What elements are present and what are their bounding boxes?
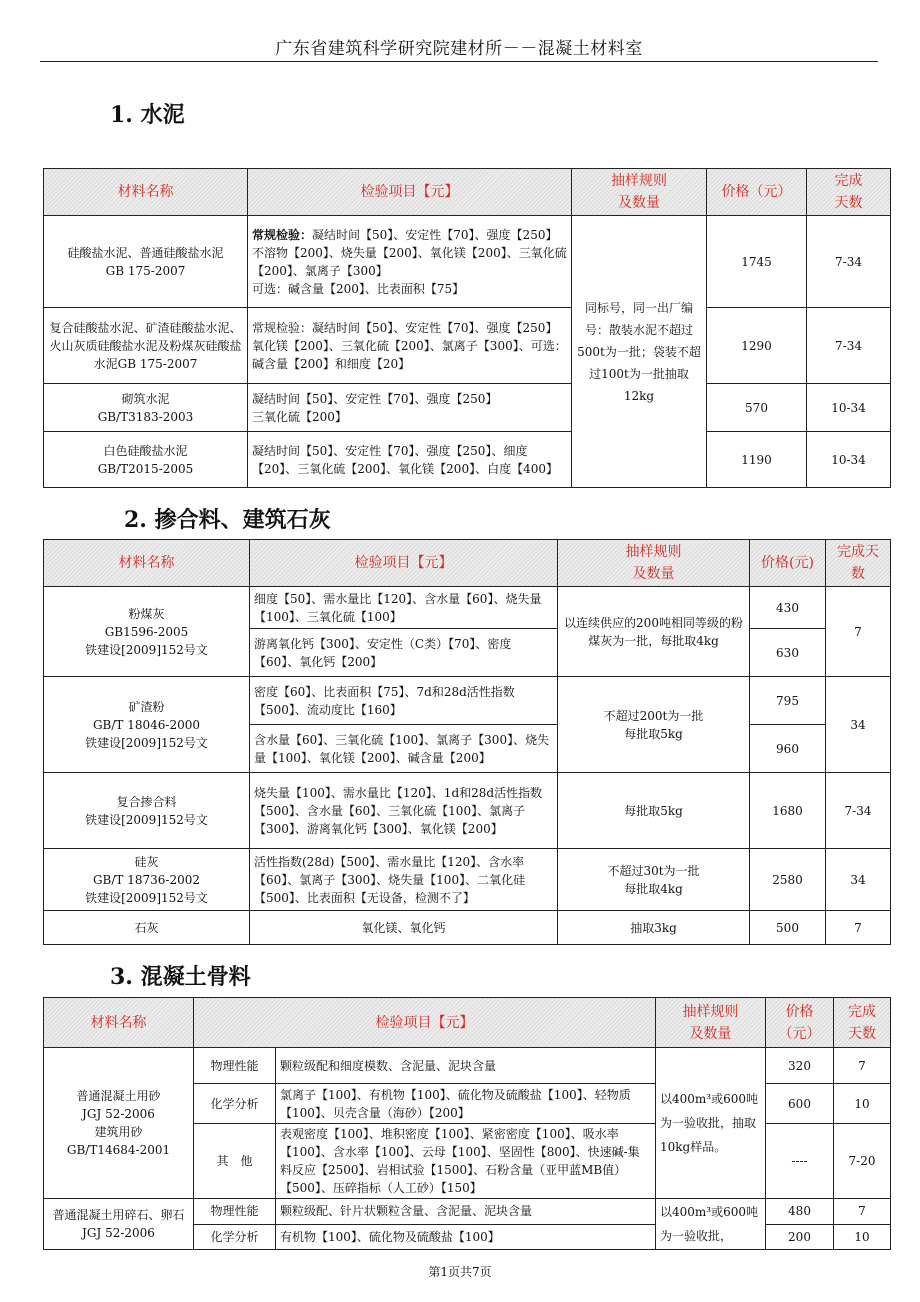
test-category: 化学分析 <box>194 1084 276 1124</box>
price: 500 <box>750 911 826 945</box>
sample-rule: 以连续供应的200吨相同等级的粉煤灰为一批，每批取4kg <box>558 587 750 677</box>
test-items: 凝结时间【50】、安定性【70】、强度【250】、细度【20】、三氧化硫【200】、氧化镁【200】、白度【400】 <box>248 432 572 488</box>
test-items: 表观密度【100】、堆积密度【100】、紧密密度【100】、吸水率【100】、含水率【100】、云母【100】、坚固性【800】、快速碱-集料反应【2500】、岩相试验【1500】、石粉含量（亚甲蓝MB值）【500】、压碎指标（人工砂）【150】 <box>276 1124 656 1199</box>
test-category: 化学分析 <box>194 1224 276 1250</box>
test-items: 凝结时间【50】、安定性【70】、强度【250】 三氧化硫【200】 <box>248 384 572 432</box>
days: 7 <box>834 1048 891 1084</box>
sample-rule: 同标号，同一出厂编号：散装水泥不超过500t为一批；袋装不超过100t为一批抽取12kg <box>572 216 707 488</box>
test-items: 烧失量【100】、需水量比【120】、1d和28d活性指数【500】、含水量【60】、三氧化硫【100】、氯离子【300】、游离氧化钙【300】、氧化镁【200】 <box>250 773 558 849</box>
test-items: 氧化镁、氧化钙 <box>250 911 558 945</box>
days: 10 <box>834 1084 891 1124</box>
price: 1745 <box>707 216 807 308</box>
days: 7-34 <box>807 216 891 308</box>
aggregate-table <box>43 997 891 1250</box>
price: 600 <box>766 1084 834 1124</box>
cement-table <box>43 168 891 488</box>
test-items: 含水量【60】、三氧化硫【100】、氯离子【300】、烧失量【100】、氧化镁【200】、碱含量【200】 <box>250 725 558 773</box>
section-title-aggregate: 3. 混凝土骨料 <box>110 964 251 990</box>
sample-rule: 以400m³或600吨为一验收批， <box>656 1199 766 1250</box>
days: 34 <box>826 677 891 773</box>
days: 7 <box>826 911 891 945</box>
price: ---- <box>766 1124 834 1199</box>
material-name: 普通混凝土用砂 JGJ 52-2006 建筑用砂 GB/T14684-2001 <box>44 1048 194 1199</box>
material-name: 粉煤灰 GB1596-2005 铁建设[2009]152号文 <box>44 587 250 677</box>
price: 480 <box>766 1199 834 1225</box>
table-row <box>44 587 891 629</box>
price: 320 <box>766 1048 834 1084</box>
material-name: 石灰 <box>44 911 250 945</box>
header-material: 材料名称 <box>44 169 248 216</box>
material-name: 普通混凝土用碎石、卵石 JGJ 52-2006 <box>44 1199 194 1250</box>
price: 1290 <box>707 308 807 384</box>
test-items <box>248 216 572 308</box>
header-items: 检验项目【元】 <box>250 540 558 587</box>
header-price: 价格（元） <box>707 169 807 216</box>
table-row <box>44 773 891 849</box>
items-text: 凝结时间【50】、安定性【70】、强度【250】 不溶物【200】、烧失量【200】、氧化镁【200】、三氧化硫【200】、氯离子【300】 可选：碱含量【200】、比表面积【75】 <box>252 227 567 296</box>
sample-rule: 每批取5kg <box>558 773 750 849</box>
header-material: 材料名称 <box>44 998 194 1048</box>
price: 200 <box>766 1224 834 1250</box>
days: 34 <box>826 849 891 911</box>
table-row <box>44 384 891 432</box>
test-items: 颗粒级配、针片状颗粒含量、含泥量、泥块含量 <box>276 1199 656 1225</box>
test-category: 其 他 <box>194 1124 276 1199</box>
section-title-cement: 1. 水泥 <box>110 102 185 128</box>
test-items: 游离氧化钙【300】、安定性（C类）【70】、密度【60】、氧化钙【200】 <box>250 629 558 677</box>
days: 7 <box>826 587 891 677</box>
material-name: 矿渣粉 GB/T 18046-2000 铁建设[2009]152号文 <box>44 677 250 773</box>
sample-rule: 以400m³或600吨为一验收批，抽取10kg样品。 <box>656 1048 766 1199</box>
test-items: 细度【50】、需水量比【120】、含水量【60】、烧失量【100】、三氧化硫【100】 <box>250 587 558 629</box>
material-name: 砌筑水泥 GB/T3183-2003 <box>44 384 248 432</box>
days: 10-34 <box>807 432 891 488</box>
header-price: 价格(元) <box>750 540 826 587</box>
sample-rule: 不超过200t为一批 每批取5kg <box>558 677 750 773</box>
test-items: 氯离子【100】、有机物【100】、硫化物及硫酸盐【100】、轻物质【100】、贝壳含量（海砂）【200】 <box>276 1084 656 1124</box>
test-items: 有机物【100】、硫化物及硫酸盐【100】 <box>276 1224 656 1250</box>
table-row <box>44 677 891 725</box>
header-items: 检验项目【元】 <box>248 169 572 216</box>
table-header-row <box>44 998 891 1048</box>
header-rule: 抽样规则 及数量 <box>656 998 766 1048</box>
header-material: 材料名称 <box>44 540 250 587</box>
price: 1190 <box>707 432 807 488</box>
header-days: 完成 天数 <box>834 998 891 1048</box>
sample-rule: 不超过30t为一批 每批取4kg <box>558 849 750 911</box>
admixture-table <box>43 539 891 945</box>
price: 430 <box>750 587 826 629</box>
header-items: 检验项目【元】 <box>194 998 656 1048</box>
table-row <box>44 911 891 945</box>
section-title-admixture: 2. 掺合料、建筑石灰 <box>124 507 331 533</box>
page-header: 广东省建筑科学研究院建材所－－混凝土材料室 <box>275 39 643 59</box>
price: 630 <box>750 629 826 677</box>
test-category: 物理性能 <box>194 1048 276 1084</box>
table-row <box>44 1199 891 1225</box>
price: 795 <box>750 677 826 725</box>
test-items: 密度【60】、比表面积【75】、7d和28d活性指数【500】、流动度比【160】 <box>250 677 558 725</box>
test-items: 颗粒级配和细度模数、含泥量、泥块含量 <box>276 1048 656 1084</box>
header-rule: 抽样规则 及数量 <box>572 169 707 216</box>
material-name: 复合硅酸盐水泥、矿渣硅酸盐水泥、火山灰质硅酸盐水泥及粉煤灰硅酸盐水泥GB 175-2007 <box>44 308 248 384</box>
days: 7-20 <box>834 1124 891 1199</box>
table-row <box>44 216 891 308</box>
days: 7-34 <box>807 308 891 384</box>
items-label: 常规检验： <box>252 227 313 242</box>
table-row <box>44 308 891 384</box>
material-name: 硅酸盐水泥、普通硅酸盐水泥 GB 175-2007 <box>44 216 248 308</box>
material-name: 复合掺合料 铁建设[2009]152号文 <box>44 773 250 849</box>
sample-rule: 抽取3kg <box>558 911 750 945</box>
header-days: 完成天 数 <box>826 540 891 587</box>
price: 2580 <box>750 849 826 911</box>
header-rule <box>40 61 878 62</box>
test-category: 物理性能 <box>194 1199 276 1225</box>
table-row <box>44 1048 891 1084</box>
test-items: 常规检验：凝结时间【50】、安定性【70】、强度【250】 氧化镁【200】、三氧化硫【200】、氯离子【300】、可选：碱含量【200】和细度【20】 <box>248 308 572 384</box>
material-name: 白色硅酸盐水泥 GB/T2015-2005 <box>44 432 248 488</box>
table-header-row <box>44 540 891 587</box>
days: 10-34 <box>807 384 891 432</box>
table-header-row <box>44 169 891 216</box>
days: 10 <box>834 1224 891 1250</box>
price: 1680 <box>750 773 826 849</box>
days: 7 <box>834 1199 891 1225</box>
test-items: 活性指数(28d)【500】、需水量比【120】、含水率【60】、氯离子【300】、烧失量【100】、二氧化硅【500】、比表面积【无设备，检测不了】 <box>250 849 558 911</box>
days: 7-34 <box>826 773 891 849</box>
header-rule: 抽样规则 及数量 <box>558 540 750 587</box>
price: 570 <box>707 384 807 432</box>
header-days: 完成 天数 <box>807 169 891 216</box>
table-row <box>44 849 891 911</box>
header-price: 价格 （元） <box>766 998 834 1048</box>
table-row <box>44 432 891 488</box>
material-name: 硅灰 GB/T 18736-2002 铁建设[2009]152号文 <box>44 849 250 911</box>
page-footer: 第1页共7页 <box>428 1265 492 1279</box>
price: 960 <box>750 725 826 773</box>
